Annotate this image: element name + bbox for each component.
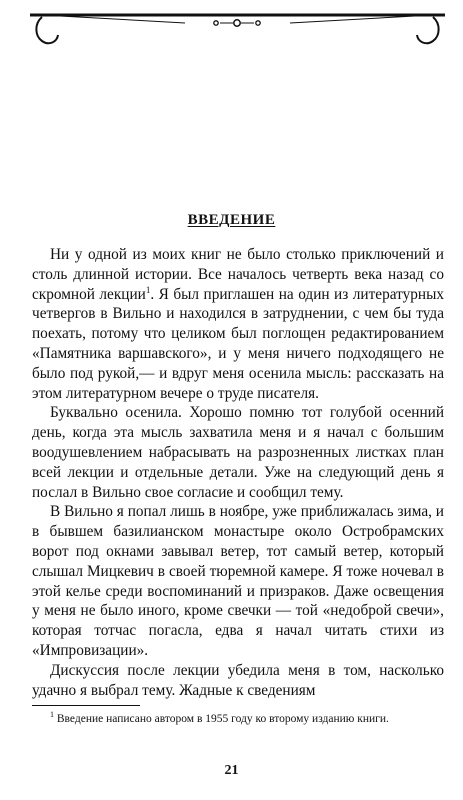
footnote [32,712,444,727]
paragraph: Дискуссия после лекции убедила меня в том, насколько удачно я выбрал тему. Жадные к сведениям [32,661,444,699]
paragraph: В Вильно я попал лишь в ноябре, уже приближалась зима, и в бывшем базилианском монастыре около Остробрамских ворот под окнами завывал ветер, тот самый ветер, который слышал Мицкевич в своей тюремной камере. Я тоже ночевал в этой келье среди воспоминаний и призраков. Даже освещения у меня не было иного, кроме свечки — той «недоброй свечи», которая тотчас погасла, едва я начал читать стихи из «Импровизации». [32,503,444,659]
footnote-mark: 1 [50,710,54,720]
footnote-divider [32,705,140,706]
decorative-header-ornament [30,6,445,58]
footnote-reference: 1 [145,284,151,295]
paragraph-text: Ни у одной из моих книг не было столько приключений и столь длинной истории. Все началось четверть века назад со скромной лекции [32,246,444,303]
paragraph: Буквально осенила. Хорошо помню тот голубой осенний день, когда эта мысль захватила меня и я начал с большим воодушевлением набрасывать на разрозненных листках план всей лекции и отдельные детали. Уже на следующий день я послал в Вильно свое согласие и сообщил тему. [32,404,444,501]
body-text [32,245,444,700]
footnote-text: Введение написано автором в 1955 году ко второму изданию книги. [54,713,389,725]
section-heading: ВВЕДЕНИЕ [187,212,276,228]
paragraph-text: . Я был приглашен на один из литературных четвергов в Вильно и находился в затруднении, с чем бы туда поехать, потому что целиком был поглощен редактированием «Памятника варшавского», и у меня ничего подходящего не было под рукой,— и вдруг меня осенила мысль: рассказать на этом литературном вечере о труде писателя. [32,285,445,402]
paragraph [32,245,444,403]
page-number: 21 [224,763,239,778]
